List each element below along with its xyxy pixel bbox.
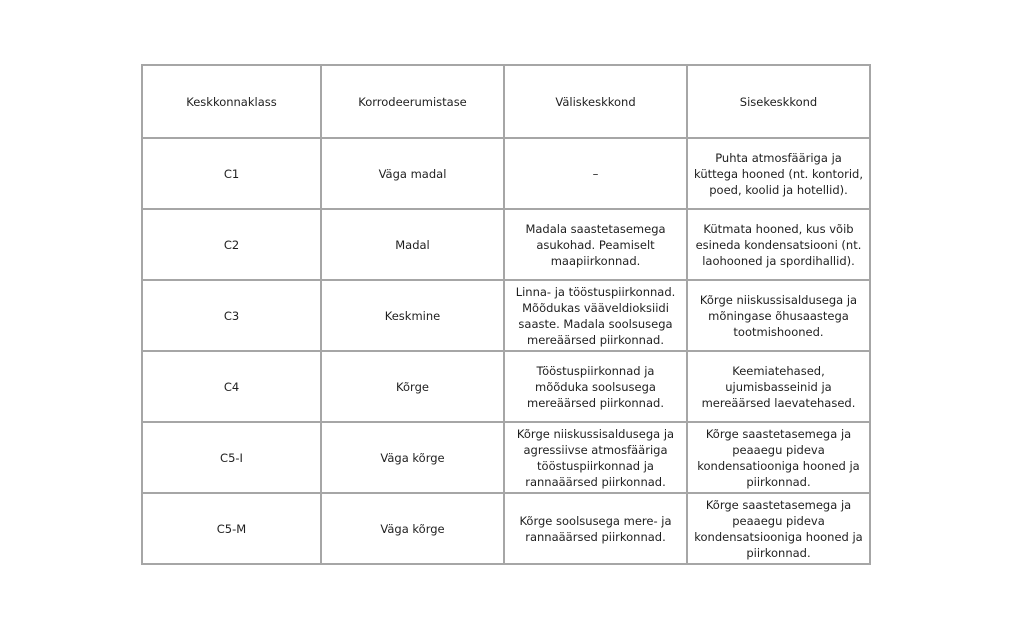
table-cell: C2 [142, 209, 321, 280]
table-container [141, 64, 869, 565]
table-cell: Puhta atmosfääriga ja küttega hooned (nt. kontorid, poed, koolid ja hotellid). [687, 138, 870, 209]
table-row [142, 209, 870, 280]
table-cell: Kõrge saastetasemega ja peaaegu pideva kondensatsiooniga hooned ja piirkonnad. [687, 493, 870, 564]
table-header-row [142, 65, 870, 138]
table-cell: Kõrge niiskussisaldusega ja agressiivse atmosfääriga tööstuspiirkonnad ja rannaäärsed piirkonnad. [504, 422, 687, 493]
table-cell: Linna- ja tööstuspiirkonnad. Mõõdukas vääveldioksiidi saaste. Madala soolsusega mereäärsed piirkonnad. [504, 280, 687, 351]
table-cell: Kõrge [321, 351, 504, 422]
table-cell: Kõrge niiskussisaldusega ja mõningase õhusaastega tootmishooned. [687, 280, 870, 351]
table-row [142, 493, 870, 564]
table-row [142, 138, 870, 209]
corrosion-class-table [141, 64, 871, 565]
table-cell: C4 [142, 351, 321, 422]
table-row [142, 422, 870, 493]
column-header-valiskeskkond: Väliskeskkond [504, 65, 687, 138]
column-header-sisekeskkond: Sisekeskkond [687, 65, 870, 138]
table-cell: C5-I [142, 422, 321, 493]
table-cell: Keskmine [321, 280, 504, 351]
table-cell: Madal [321, 209, 504, 280]
table-row [142, 280, 870, 351]
table-cell: Tööstuspiirkonnad ja mõõduka soolsusega mereäärsed piirkonnad. [504, 351, 687, 422]
table-cell: Kõrge saastetasemega ja peaaegu pideva kondensatiooniga hooned ja piirkonnad. [687, 422, 870, 493]
column-header-korrodeerumistase: Korrodeerumistase [321, 65, 504, 138]
table-cell: – [504, 138, 687, 209]
table-cell: C5-M [142, 493, 321, 564]
table-cell: Madala saastetasemega asukohad. Peamiselt maapiirkonnad. [504, 209, 687, 280]
table-cell: Väga kõrge [321, 422, 504, 493]
table-cell: Väga madal [321, 138, 504, 209]
table-row [142, 351, 870, 422]
table-cell: Keemiatehased, ujumisbasseinid ja mereäärsed laevatehased. [687, 351, 870, 422]
table-cell: C1 [142, 138, 321, 209]
table-body [142, 138, 870, 564]
table-cell: C3 [142, 280, 321, 351]
column-header-keskkonnaklass: Keskkonnaklass [142, 65, 321, 138]
table-cell: Kütmata hooned, kus võib esineda kondensatsiooni (nt. laohooned ja spordihallid). [687, 209, 870, 280]
table-cell: Väga kõrge [321, 493, 504, 564]
table-cell: Kõrge soolsusega mere- ja rannaäärsed piirkonnad. [504, 493, 687, 564]
